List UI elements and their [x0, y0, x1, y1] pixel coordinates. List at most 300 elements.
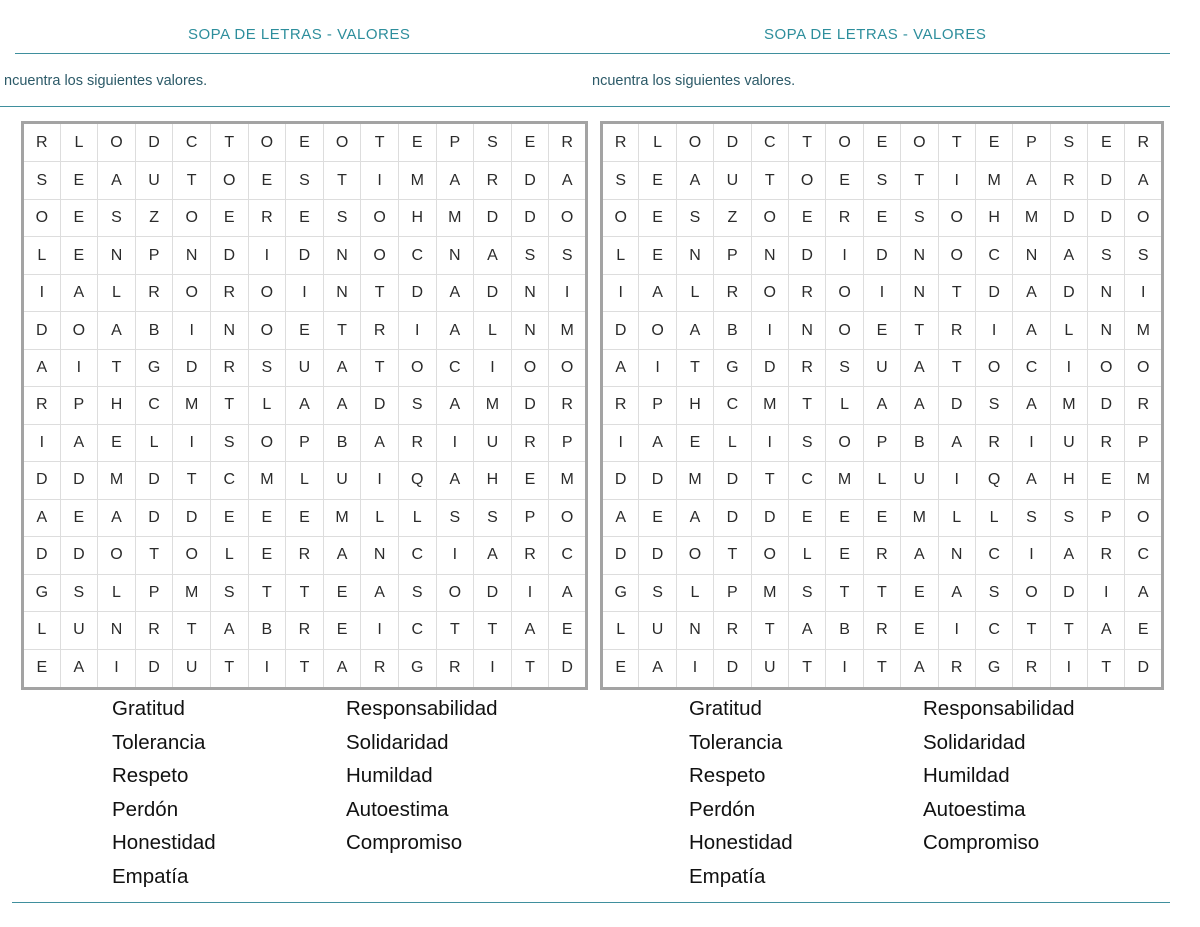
- grid-cell: I: [751, 312, 788, 349]
- grid-cell: M: [398, 162, 436, 199]
- grid-cell: S: [398, 387, 436, 424]
- grid-cell: A: [901, 537, 938, 574]
- grid-cell: O: [826, 274, 863, 311]
- grid-cell: O: [323, 123, 361, 162]
- grid-cell: R: [714, 612, 751, 649]
- grid-cell: D: [511, 162, 549, 199]
- word-list-item: Empatía: [112, 864, 189, 888]
- grid-cell: L: [474, 312, 512, 349]
- grid-cell: A: [788, 612, 825, 649]
- grid-cell: S: [286, 162, 324, 199]
- grid-cell: E: [863, 123, 900, 162]
- grid-cell: I: [602, 274, 639, 311]
- grid-cell: O: [826, 312, 863, 349]
- instruction-text: ncuentra los siguientes valores.: [4, 73, 208, 89]
- grid-cell: L: [602, 237, 639, 274]
- grid-cell: S: [639, 574, 676, 611]
- grid-cell: N: [751, 237, 788, 274]
- grid-cell: E: [826, 499, 863, 536]
- grid-cell: T: [788, 649, 825, 688]
- grid-cell: I: [1050, 649, 1087, 688]
- grid-cell: D: [938, 387, 975, 424]
- grid-cell: E: [511, 123, 549, 162]
- grid-cell: I: [826, 649, 863, 688]
- grid-cell: C: [135, 387, 173, 424]
- grid-cell: C: [714, 387, 751, 424]
- grid-cell: I: [1050, 349, 1087, 386]
- grid-cell: A: [60, 649, 98, 688]
- grid-cell: E: [788, 499, 825, 536]
- grid-cell: H: [398, 199, 436, 236]
- grid-cell: M: [1125, 312, 1163, 349]
- grid-cell: L: [826, 387, 863, 424]
- grid-cell: R: [1050, 162, 1087, 199]
- footer-rule: [592, 902, 1170, 903]
- grid-cell: D: [1088, 162, 1125, 199]
- grid-cell: I: [676, 649, 713, 688]
- grid-cell: O: [1088, 349, 1125, 386]
- grid-cell: A: [1125, 162, 1163, 199]
- grid-row: [23, 499, 587, 536]
- grid-cell: L: [1050, 312, 1087, 349]
- grid-cell: U: [60, 612, 98, 649]
- grid-cell: O: [639, 312, 676, 349]
- grid-cell: O: [60, 312, 98, 349]
- grid-cell: A: [98, 312, 136, 349]
- grid-cell: S: [975, 387, 1012, 424]
- grid-cell: I: [436, 537, 474, 574]
- grid-cell: S: [474, 499, 512, 536]
- grid-cell: U: [474, 424, 512, 461]
- word-list-item: Perdón: [112, 797, 179, 821]
- grid-cell: R: [210, 274, 248, 311]
- instruction-rule: [592, 106, 1170, 107]
- grid-cell: E: [286, 312, 324, 349]
- grid-cell: U: [135, 162, 173, 199]
- grid-cell: O: [751, 537, 788, 574]
- grid-cell: R: [975, 424, 1012, 461]
- grid-cell: A: [323, 537, 361, 574]
- grid-cell: A: [436, 274, 474, 311]
- grid-cell: D: [549, 649, 587, 688]
- grid-cell: O: [173, 274, 211, 311]
- grid-cell: A: [676, 162, 713, 199]
- grid-cell: I: [23, 274, 61, 311]
- grid-cell: C: [398, 612, 436, 649]
- grid-row: [602, 387, 1163, 424]
- grid-cell: C: [1125, 537, 1163, 574]
- grid-cell: T: [1088, 649, 1125, 688]
- grid-row: [23, 574, 587, 611]
- grid-row: [602, 462, 1163, 499]
- grid-cell: A: [23, 499, 61, 536]
- grid-cell: S: [210, 424, 248, 461]
- grid-cell: T: [323, 312, 361, 349]
- grid-cell: I: [474, 349, 512, 386]
- grid-cell: P: [1125, 424, 1163, 461]
- grid-cell: R: [938, 312, 975, 349]
- grid-cell: P: [135, 574, 173, 611]
- grid-cell: O: [210, 162, 248, 199]
- grid-cell: A: [1088, 612, 1125, 649]
- grid-cell: R: [511, 424, 549, 461]
- grid-cell: A: [323, 649, 361, 688]
- grid-row: [23, 199, 587, 236]
- grid-cell: T: [901, 162, 938, 199]
- grid-cell: L: [676, 274, 713, 311]
- grid-cell: A: [901, 649, 938, 688]
- grid-cell: D: [23, 462, 61, 499]
- grid-cell: M: [173, 574, 211, 611]
- grid-cell: A: [60, 424, 98, 461]
- grid-cell: D: [23, 537, 61, 574]
- grid-row: [602, 162, 1163, 199]
- grid-cell: S: [1050, 123, 1087, 162]
- grid-cell: N: [173, 237, 211, 274]
- grid-cell: G: [975, 649, 1012, 688]
- grid-cell: E: [210, 499, 248, 536]
- grid-row: [23, 123, 587, 162]
- grid-cell: I: [751, 424, 788, 461]
- grid-cell: I: [1088, 574, 1125, 611]
- grid-cell: D: [210, 237, 248, 274]
- grid-cell: I: [639, 349, 676, 386]
- grid-cell: D: [714, 123, 751, 162]
- grid-cell: L: [60, 123, 98, 162]
- grid-cell: E: [248, 499, 286, 536]
- grid-cell: E: [826, 162, 863, 199]
- grid-cell: R: [1125, 123, 1163, 162]
- grid-cell: M: [323, 499, 361, 536]
- grid-cell: A: [474, 237, 512, 274]
- grid-cell: A: [361, 424, 399, 461]
- grid-cell: M: [751, 574, 788, 611]
- grid-cell: D: [714, 499, 751, 536]
- grid-row: [602, 649, 1163, 688]
- grid-cell: T: [676, 349, 713, 386]
- grid-cell: E: [248, 537, 286, 574]
- grid-cell: I: [602, 424, 639, 461]
- grid-cell: I: [173, 312, 211, 349]
- grid-cell: E: [863, 312, 900, 349]
- grid-cell: M: [474, 387, 512, 424]
- grid-cell: A: [1013, 387, 1050, 424]
- grid-cell: C: [210, 462, 248, 499]
- word-list-item: Empatía: [689, 864, 766, 888]
- grid-cell: O: [173, 537, 211, 574]
- grid-cell: D: [173, 349, 211, 386]
- grid-cell: O: [549, 199, 587, 236]
- word-list-item: Tolerancia: [689, 730, 783, 754]
- grid-cell: S: [602, 162, 639, 199]
- grid-cell: R: [938, 649, 975, 688]
- grid-row: [602, 123, 1163, 162]
- grid-cell: P: [639, 387, 676, 424]
- grid-cell: D: [60, 537, 98, 574]
- grid-cell: O: [248, 123, 286, 162]
- grid-cell: D: [135, 499, 173, 536]
- grid-row: [602, 424, 1163, 461]
- grid-cell: A: [511, 612, 549, 649]
- grid-cell: R: [286, 537, 324, 574]
- grid-cell: L: [602, 612, 639, 649]
- grid-cell: U: [173, 649, 211, 688]
- grid-cell: E: [286, 499, 324, 536]
- grid-cell: T: [863, 574, 900, 611]
- grid-cell: D: [1050, 199, 1087, 236]
- grid-cell: A: [1050, 237, 1087, 274]
- grid-cell: D: [1050, 574, 1087, 611]
- grid-cell: G: [714, 349, 751, 386]
- grid-cell: A: [436, 162, 474, 199]
- grid-cell: A: [60, 274, 98, 311]
- grid-cell: E: [863, 499, 900, 536]
- grid-cell: E: [826, 537, 863, 574]
- grid-cell: S: [248, 349, 286, 386]
- word-list-item: Solidaridad: [346, 730, 449, 754]
- grid-cell: R: [788, 349, 825, 386]
- grid-cell: R: [549, 123, 587, 162]
- word-list-item: Respeto: [689, 764, 766, 787]
- grid-cell: S: [901, 199, 938, 236]
- grid-cell: A: [1125, 574, 1163, 611]
- sheet-title: SOPA DE LETRAS - VALORES: [764, 26, 987, 43]
- grid-cell: R: [135, 274, 173, 311]
- grid-cell: E: [60, 237, 98, 274]
- grid-cell: D: [173, 499, 211, 536]
- grid-cell: G: [23, 574, 61, 611]
- grid-cell: O: [361, 237, 399, 274]
- grid-cell: P: [60, 387, 98, 424]
- grid-cell: S: [1088, 237, 1125, 274]
- grid-cell: N: [98, 237, 136, 274]
- grid-cell: A: [639, 424, 676, 461]
- grid-cell: I: [361, 612, 399, 649]
- word-list-item: Solidaridad: [923, 730, 1026, 754]
- grid-cell: T: [474, 612, 512, 649]
- grid-cell: T: [286, 649, 324, 688]
- grid-cell: A: [1013, 162, 1050, 199]
- grid-cell: S: [676, 199, 713, 236]
- grid-cell: C: [751, 123, 788, 162]
- grid-cell: R: [602, 123, 639, 162]
- grid-cell: D: [361, 387, 399, 424]
- grid-cell: A: [98, 499, 136, 536]
- grid-cell: M: [751, 387, 788, 424]
- grid-cell: T: [173, 462, 211, 499]
- grid-cell: T: [1013, 612, 1050, 649]
- grid-cell: I: [398, 312, 436, 349]
- grid-cell: O: [1125, 499, 1163, 536]
- grid-cell: O: [436, 574, 474, 611]
- grid-cell: R: [1088, 424, 1125, 461]
- word-list-item: Responsabilidad: [346, 697, 498, 720]
- grid-cell: O: [98, 123, 136, 162]
- grid-cell: O: [938, 199, 975, 236]
- grid-cell: R: [1125, 387, 1163, 424]
- grid-cell: E: [901, 612, 938, 649]
- grid-cell: M: [436, 199, 474, 236]
- grid-cell: A: [938, 574, 975, 611]
- grid-cell: E: [639, 499, 676, 536]
- grid-cell: O: [398, 349, 436, 386]
- grid-cell: L: [135, 424, 173, 461]
- grid-cell: G: [602, 574, 639, 611]
- grid-cell: M: [975, 162, 1012, 199]
- grid-cell: I: [938, 612, 975, 649]
- grid-cell: O: [511, 349, 549, 386]
- grid-cell: T: [173, 612, 211, 649]
- grid-cell: L: [788, 537, 825, 574]
- grid-cell: N: [676, 237, 713, 274]
- grid-cell: O: [248, 274, 286, 311]
- grid-cell: C: [436, 349, 474, 386]
- grid-cell: E: [1088, 462, 1125, 499]
- grid-cell: I: [938, 162, 975, 199]
- grid-cell: S: [23, 162, 61, 199]
- grid-row: [602, 349, 1163, 386]
- grid-cell: E: [975, 123, 1012, 162]
- grid-cell: C: [788, 462, 825, 499]
- grid-cell: O: [788, 162, 825, 199]
- grid-cell: T: [210, 123, 248, 162]
- grid-cell: E: [210, 199, 248, 236]
- grid-row: [23, 649, 587, 688]
- grid-cell: I: [474, 649, 512, 688]
- grid-cell: E: [60, 199, 98, 236]
- grid-cell: I: [975, 312, 1012, 349]
- grid-cell: N: [511, 312, 549, 349]
- grid-cell: O: [248, 312, 286, 349]
- grid-cell: O: [676, 123, 713, 162]
- grid-cell: E: [98, 424, 136, 461]
- grid-cell: I: [511, 574, 549, 611]
- grid-cell: E: [549, 612, 587, 649]
- grid-cell: E: [602, 649, 639, 688]
- grid-cell: S: [975, 574, 1012, 611]
- grid-cell: A: [863, 387, 900, 424]
- grid-cell: T: [248, 574, 286, 611]
- grid-cell: S: [788, 574, 825, 611]
- grid-cell: A: [323, 349, 361, 386]
- grid-cell: S: [511, 237, 549, 274]
- grid-cell: P: [714, 574, 751, 611]
- grid-cell: O: [826, 424, 863, 461]
- grid-cell: E: [639, 162, 676, 199]
- word-list-item: Perdón: [689, 797, 756, 821]
- title-rule: [592, 53, 1170, 54]
- grid-cell: D: [714, 649, 751, 688]
- grid-cell: A: [474, 537, 512, 574]
- grid-cell: C: [975, 237, 1012, 274]
- grid-cell: H: [676, 387, 713, 424]
- grid-cell: S: [323, 199, 361, 236]
- grid-cell: P: [1013, 123, 1050, 162]
- word-list-item: Tolerancia: [112, 730, 206, 754]
- grid-cell: N: [323, 237, 361, 274]
- grid-cell: A: [361, 574, 399, 611]
- grid-cell: O: [98, 537, 136, 574]
- word-list-item: Compromiso: [923, 831, 1040, 854]
- grid-row: [602, 237, 1163, 274]
- grid-cell: S: [398, 574, 436, 611]
- word-list-item: Respeto: [112, 764, 189, 787]
- grid-cell: E: [286, 199, 324, 236]
- grid-cell: A: [901, 349, 938, 386]
- grid-cell: A: [639, 649, 676, 688]
- grid-cell: R: [511, 537, 549, 574]
- grid-cell: P: [286, 424, 324, 461]
- grid-cell: M: [248, 462, 286, 499]
- grid-cell: D: [474, 199, 512, 236]
- grid-cell: P: [436, 123, 474, 162]
- grid-cell: A: [1013, 312, 1050, 349]
- grid-cell: Z: [135, 199, 173, 236]
- grid-cell: I: [361, 462, 399, 499]
- grid-cell: E: [60, 499, 98, 536]
- grid-cell: O: [1013, 574, 1050, 611]
- grid-cell: O: [23, 199, 61, 236]
- grid-row: [602, 612, 1163, 649]
- grid-cell: E: [788, 199, 825, 236]
- grid-cell: I: [173, 424, 211, 461]
- grid-cell: R: [135, 612, 173, 649]
- footer-rule: [12, 902, 592, 903]
- grid-cell: I: [60, 349, 98, 386]
- grid-cell: S: [863, 162, 900, 199]
- grid-cell: E: [286, 123, 324, 162]
- grid-cell: D: [60, 462, 98, 499]
- grid-cell: L: [676, 574, 713, 611]
- grid-cell: Q: [398, 462, 436, 499]
- grid-cell: R: [210, 349, 248, 386]
- grid-cell: R: [863, 537, 900, 574]
- grid-cell: A: [323, 387, 361, 424]
- grid-cell: M: [1050, 387, 1087, 424]
- grid-cell: O: [1125, 349, 1163, 386]
- grid-cell: D: [602, 462, 639, 499]
- grid-cell: U: [863, 349, 900, 386]
- grid-cell: L: [398, 499, 436, 536]
- grid-cell: A: [436, 462, 474, 499]
- grid-cell: E: [511, 462, 549, 499]
- grid-cell: C: [173, 123, 211, 162]
- grid-cell: T: [751, 612, 788, 649]
- grid-cell: P: [549, 424, 587, 461]
- grid-cell: N: [1088, 312, 1125, 349]
- grid-cell: N: [901, 274, 938, 311]
- grid-cell: N: [361, 537, 399, 574]
- grid-row: [23, 312, 587, 349]
- grid-cell: O: [901, 123, 938, 162]
- grid-cell: A: [549, 574, 587, 611]
- grid-cell: T: [863, 649, 900, 688]
- grid-cell: L: [863, 462, 900, 499]
- grid-cell: E: [323, 574, 361, 611]
- grid-cell: D: [511, 199, 549, 236]
- grid-cell: E: [901, 574, 938, 611]
- grid-cell: G: [398, 649, 436, 688]
- grid-cell: P: [714, 237, 751, 274]
- grid-cell: N: [1088, 274, 1125, 311]
- grid-cell: L: [286, 462, 324, 499]
- instruction-rule: [0, 106, 592, 107]
- grid-cell: R: [863, 612, 900, 649]
- grid-cell: I: [863, 274, 900, 311]
- grid-cell: R: [1088, 537, 1125, 574]
- grid-cell: E: [60, 162, 98, 199]
- grid-cell: T: [901, 312, 938, 349]
